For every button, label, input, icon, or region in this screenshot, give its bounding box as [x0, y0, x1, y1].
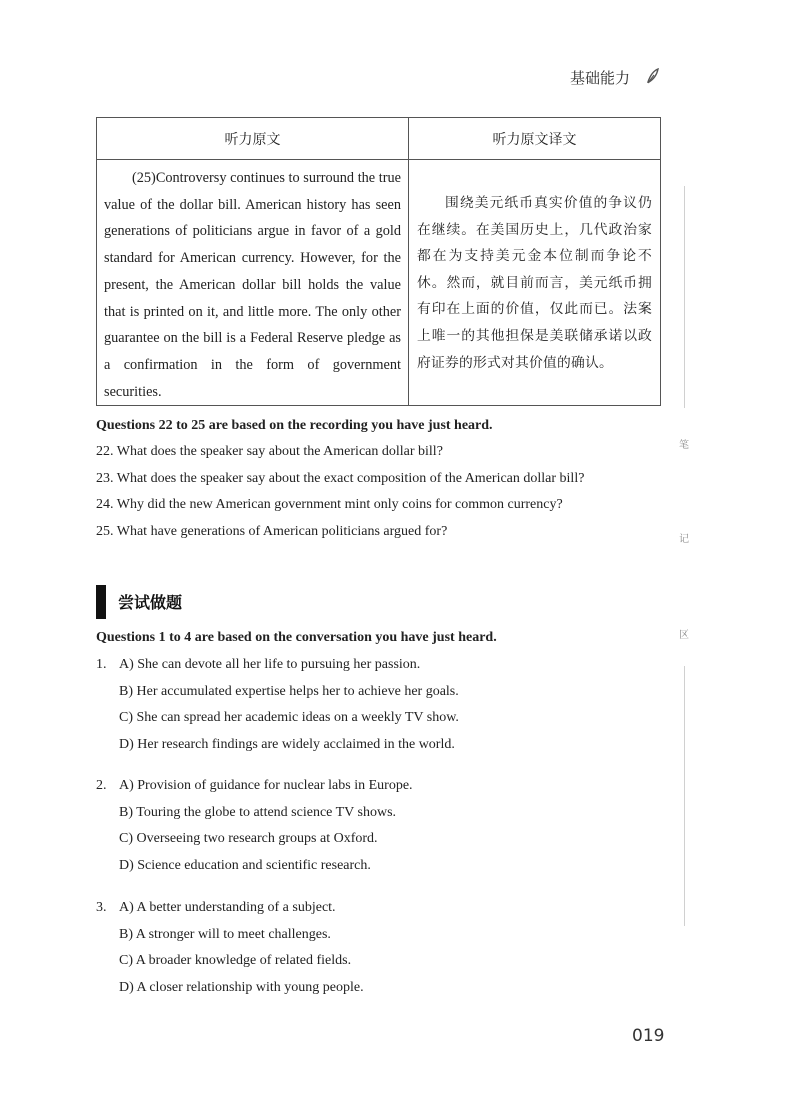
question-3 — [96, 895, 656, 1002]
option-b: B) Her accumulated expertise helps her to achieve her goals. — [119, 683, 459, 699]
question-2 — [96, 773, 656, 880]
option-row — [96, 853, 656, 880]
margin-note-char: 区 — [679, 630, 689, 641]
option-row — [96, 705, 656, 732]
option-row — [96, 652, 656, 679]
option-row — [96, 895, 656, 922]
question-number: 1. — [96, 657, 107, 672]
option-d: D) Science education and scientific research. — [119, 858, 371, 874]
question-item: 23. What does the speaker say about the exact composition of the American dollar bill? — [96, 470, 585, 486]
section-title: 尝试做题 — [118, 593, 183, 612]
margin-note-char: 记 — [679, 534, 689, 545]
option-d: D) A closer relationship with young people. — [119, 980, 364, 996]
questions-heading: Questions 1 to 4 are based on the conversation you have just heard. — [96, 630, 497, 645]
question-item: 22. What does the speaker say about the American dollar bill? — [96, 444, 443, 459]
questions-1-4 — [96, 625, 676, 651]
option-a: A) A better understanding of a subject. — [119, 900, 336, 915]
option-c: C) A broader knowledge of related fields. — [119, 953, 352, 969]
option-row — [96, 800, 656, 827]
option-row — [96, 732, 656, 759]
option-a: A) She can devote all her life to pursuing her passion. — [119, 657, 421, 672]
transcript-chinese: 围绕美元纸币真实价值的争议仍在继续。在美国历史上，几代政治家都在为支持美元金本位制而争论不休。然而，就目前而言，美元纸币拥有印在上面的价值，仅此而已。法案上唯一的其他担保是美联储承诺以政府证券的形式对其价值的确认。 — [409, 160, 661, 406]
option-a: A) Provision of guidance for nuclear labs in Europe. — [119, 778, 413, 793]
questions-22-25 — [96, 413, 676, 546]
page-number: 019 — [632, 1026, 665, 1046]
option-row — [96, 679, 656, 706]
option-row — [96, 773, 656, 800]
question-1 — [96, 652, 656, 759]
question-number: 2. — [96, 778, 107, 793]
questions-heading: Questions 22 to 25 are based on the recording you have just heard. — [96, 418, 493, 433]
option-d: D) Her research findings are widely acclaimed in the world. — [119, 737, 455, 753]
table-header-translation: 听力原文译文 — [409, 118, 661, 160]
question-number: 3. — [96, 900, 107, 915]
option-c: C) She can spread her academic ideas on a weekly TV show. — [119, 710, 459, 726]
margin-line-bottom — [684, 666, 685, 926]
transcript-table — [96, 117, 661, 406]
option-c: C) Overseeing two research groups at Oxford. — [119, 831, 378, 847]
option-row — [96, 975, 656, 1002]
table-header-transcript: 听力原文 — [97, 118, 409, 160]
option-row — [96, 922, 656, 949]
option-b: B) A stronger will to meet challenges. — [119, 926, 331, 942]
transcript-english: (25)Controversy continues to surround the true value of the dollar bill. American history has seen generations of politicians argue in favor of a gold standard for American currency. However, for the present, the American dollar bill holds the value that is printed on it, and little more. The only other guarantee on the bill is a Federal Reserve pledge as a confirmation in the form of government securities. — [97, 160, 409, 406]
section-bar — [96, 585, 106, 619]
option-b: B) Touring the globe to attend science TV shows. — [119, 804, 397, 820]
option-row — [96, 826, 656, 853]
margin-note-char: 笔 — [679, 440, 689, 451]
running-header — [560, 66, 670, 90]
header-title: 基础能力 — [570, 69, 631, 87]
margin-line-top — [684, 186, 685, 408]
option-row — [96, 948, 656, 975]
feather-icon — [646, 68, 660, 84]
question-item: 25. What have generations of American politicians argued for? — [96, 524, 448, 540]
question-item: 24. Why did the new American government mint only coins for common currency? — [96, 497, 563, 513]
